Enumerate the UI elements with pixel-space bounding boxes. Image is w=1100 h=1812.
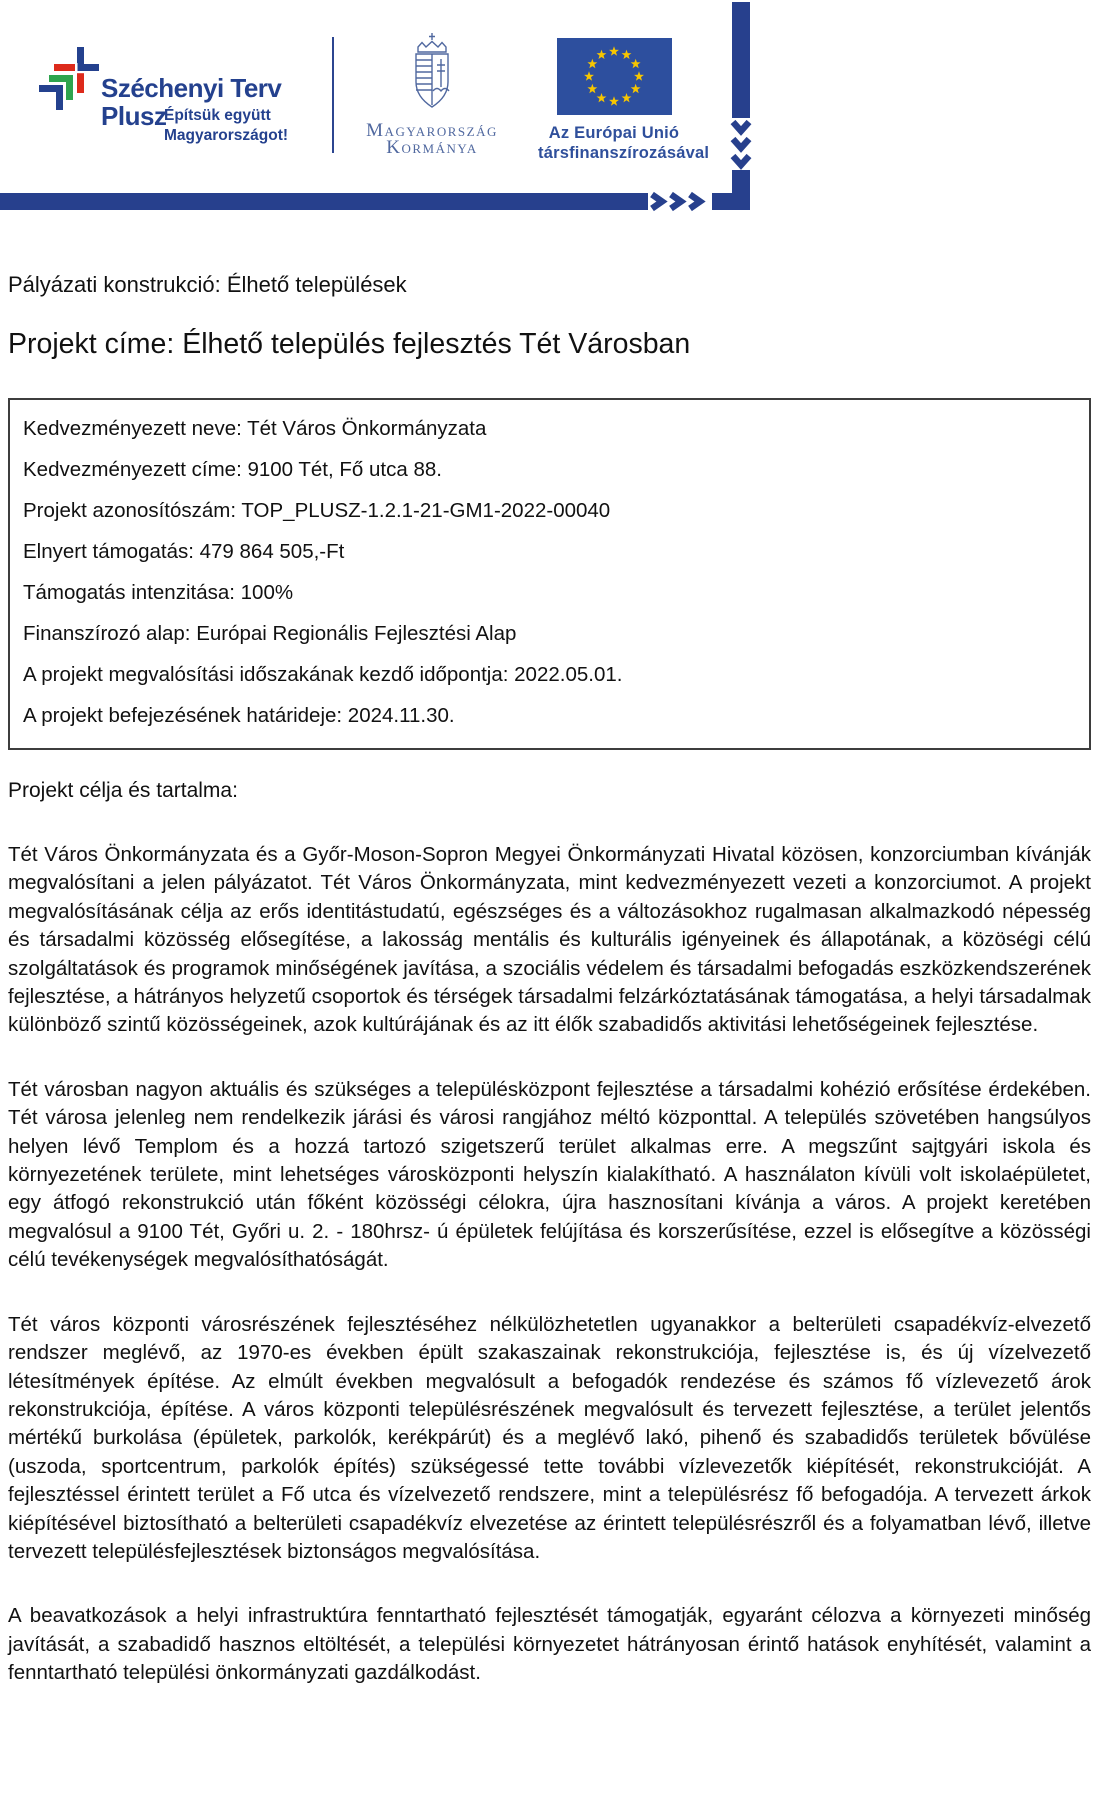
info-row-grant-amount: Elnyert támogatás: 479 864 505,-Ft xyxy=(23,540,345,563)
info-row-deadline: A projekt befejezésének határideje: 2024.11.30. xyxy=(23,704,455,727)
section-heading: Projekt célja és tartalma: xyxy=(8,779,238,802)
project-description-paragraph-3: Tét város központi városrészének fejlesztéséhez nélkülözhetetlen ugyanakkor a belterületi csapadékvíz-elvezető rendszer meglévő, az 1970-es években épült szakaszainak rekonstrukciója, fejlesztése is, és új vízelvezető létesítmények építése. Az elmúlt években megvalósult a befogadók rendezése és számos fő vízlevezető árok rekonstrukciója, építése. A város központi településrészének megvalósult és tervezett fejlesztése, a terület jelentős mértékű burkolása (épületek, parkolók, kerékpárút) és a meglévő lakó, pihenő és szabadidős területek bővülése (uszoda, sportcentrum, parkolók építés) szükségessé tette további vízlevezetők kiépítését, rekonstrukcióját. A fejlesztéssel érintett terület a Fő utca és vízelvezető rendszere, mint a településrész fő befogadója. A tervezett árkok kiépítésével biztosítható a belterületi csapadékvíz elvezetése az érintett településrészről és a folyamatban lévő, illetve tervezett településfejlesztések biztonságos megvalósítása. xyxy=(8,1312,1091,1563)
project-description-paragraph-4: A beavatkozások a helyi infrastruktúra fenntartható fejlesztését támogatják, egyaránt célozva a környezeti minőség javítását, a szabadidő hasznos eltöltését, a települési környezetet hátrányosan érintő hatások enyhítését, valamint a fenntartható települési önkormányzati gazdálkodást. xyxy=(8,1604,1091,1685)
info-row-grant-intensity: Támogatás intenzitása: 100% xyxy=(23,581,294,604)
plus-cross-mark-icon xyxy=(37,46,99,112)
info-row-beneficiary-address: Kedvezményezett címe: 9100 Tét, Fő utca 88. xyxy=(23,458,442,481)
construction-title: Pályázati konstrukció: Élhető települések xyxy=(8,272,407,297)
project-description-paragraph-2: Tét városban nagyon aktuális és szükséges a településközpont fejlesztése a társadalmi kohézió erősítése érdekében. Tét városa jelenleg nem rendelkezik járási és városi rangjához méltó központtal. A település szövetében hangsúlyos helyen lévő Templom és a hozzá tartozó szigetszerű terület alkalmas erre. A megszűnt sajtgyári iskola és környezetének területe, mint lehetséges városközponti helyszín kialakítható. A használaton kívüli volt iskolaépületet, egy átfogó rekonstrukció után főként közösségi célokra, újra hasznosítani kívánja a város. A projekt keretében megvalósul a 9100 Tét, Győri u. 2. - 180hrsz- ú épületek felújítása és korszerűsítése, ezzel is elősegítve a közösségi célú tevékenységek megvalósíthatóságát. xyxy=(8,1077,1091,1272)
beneficiary-info-box xyxy=(8,398,1091,750)
szechenyi-title-line2: Plusz xyxy=(101,101,167,131)
info-row-beneficiary-name: Kedvezményezett neve: Tét Város Önkormányzata xyxy=(23,417,487,440)
eu-text-line1: Az Európai Unió xyxy=(548,124,680,142)
project-description-paragraph-1: Tét Város Önkormányzata és a Győr-Moson-Sopron Megyei Önkormányzati Hivatal közösen, konzorciumban kívánják megvalósítani a jelen pályázatot. Tét Város Önkormányzata, mint kedvezményezett vezeti a konzorciumot. A projekt megvalósításának célja az erős identitástudatú, egészséges és a változásokhoz rugalmasan alkalmazkodó népesség és társadalmi közösség elősegítése, a lakosság mentális és kulturális igényeinek és állapotának, a közöségi célú szolgáltatások és programok minőségének javítása, a szociális védelem és társadalmi befogadás eszközkendszerének fejlesztése, a hátrányos helyzetű csoportok és térségek társadalmi felzárkóztatásának támogatása, a helyi társadalmak különböző szintű közösségeinek, azok kultúrájának és az itt élők szabadidős aktivitási lehetőségeinek fejlesztése. xyxy=(8,843,1091,1037)
szechenyi-title-line1: Széchenyi Terv xyxy=(101,73,282,103)
funding-banner xyxy=(0,0,1100,213)
info-row-project-id: Projekt azonosítószám: TOP_PLUSZ-1.2.1-21-GM1-2022-00040 xyxy=(23,499,611,522)
logo-divider xyxy=(332,37,334,153)
szechenyi-tagline-line1: Építsük együtt xyxy=(164,107,271,124)
szechenyi-tagline xyxy=(164,106,288,146)
info-row-financing-fund: Finanszírozó alap: Európai Regionális Fejlesztési Alap xyxy=(23,622,517,645)
document-content xyxy=(0,270,1100,1688)
info-row-start-date: A projekt megvalósítási időszakának kezdő időpontja: 2022.05.01. xyxy=(23,663,623,686)
government-text-line2: Kormánya xyxy=(386,137,478,158)
szechenyi-tagline-line2: Magyarországot! xyxy=(164,127,289,144)
hungary-government-logo xyxy=(357,32,507,156)
government-text-line1: Magyarország xyxy=(366,120,498,141)
hungary-coat-of-arms-icon xyxy=(408,32,456,112)
eu-flag-icon xyxy=(557,38,672,115)
eu-text-line2: társfinanszírozásával xyxy=(538,144,710,162)
eu-cofinancing-logo xyxy=(538,38,710,163)
project-title: Projekt címe: Élhető település fejlesztés Tét Városban xyxy=(8,328,691,360)
